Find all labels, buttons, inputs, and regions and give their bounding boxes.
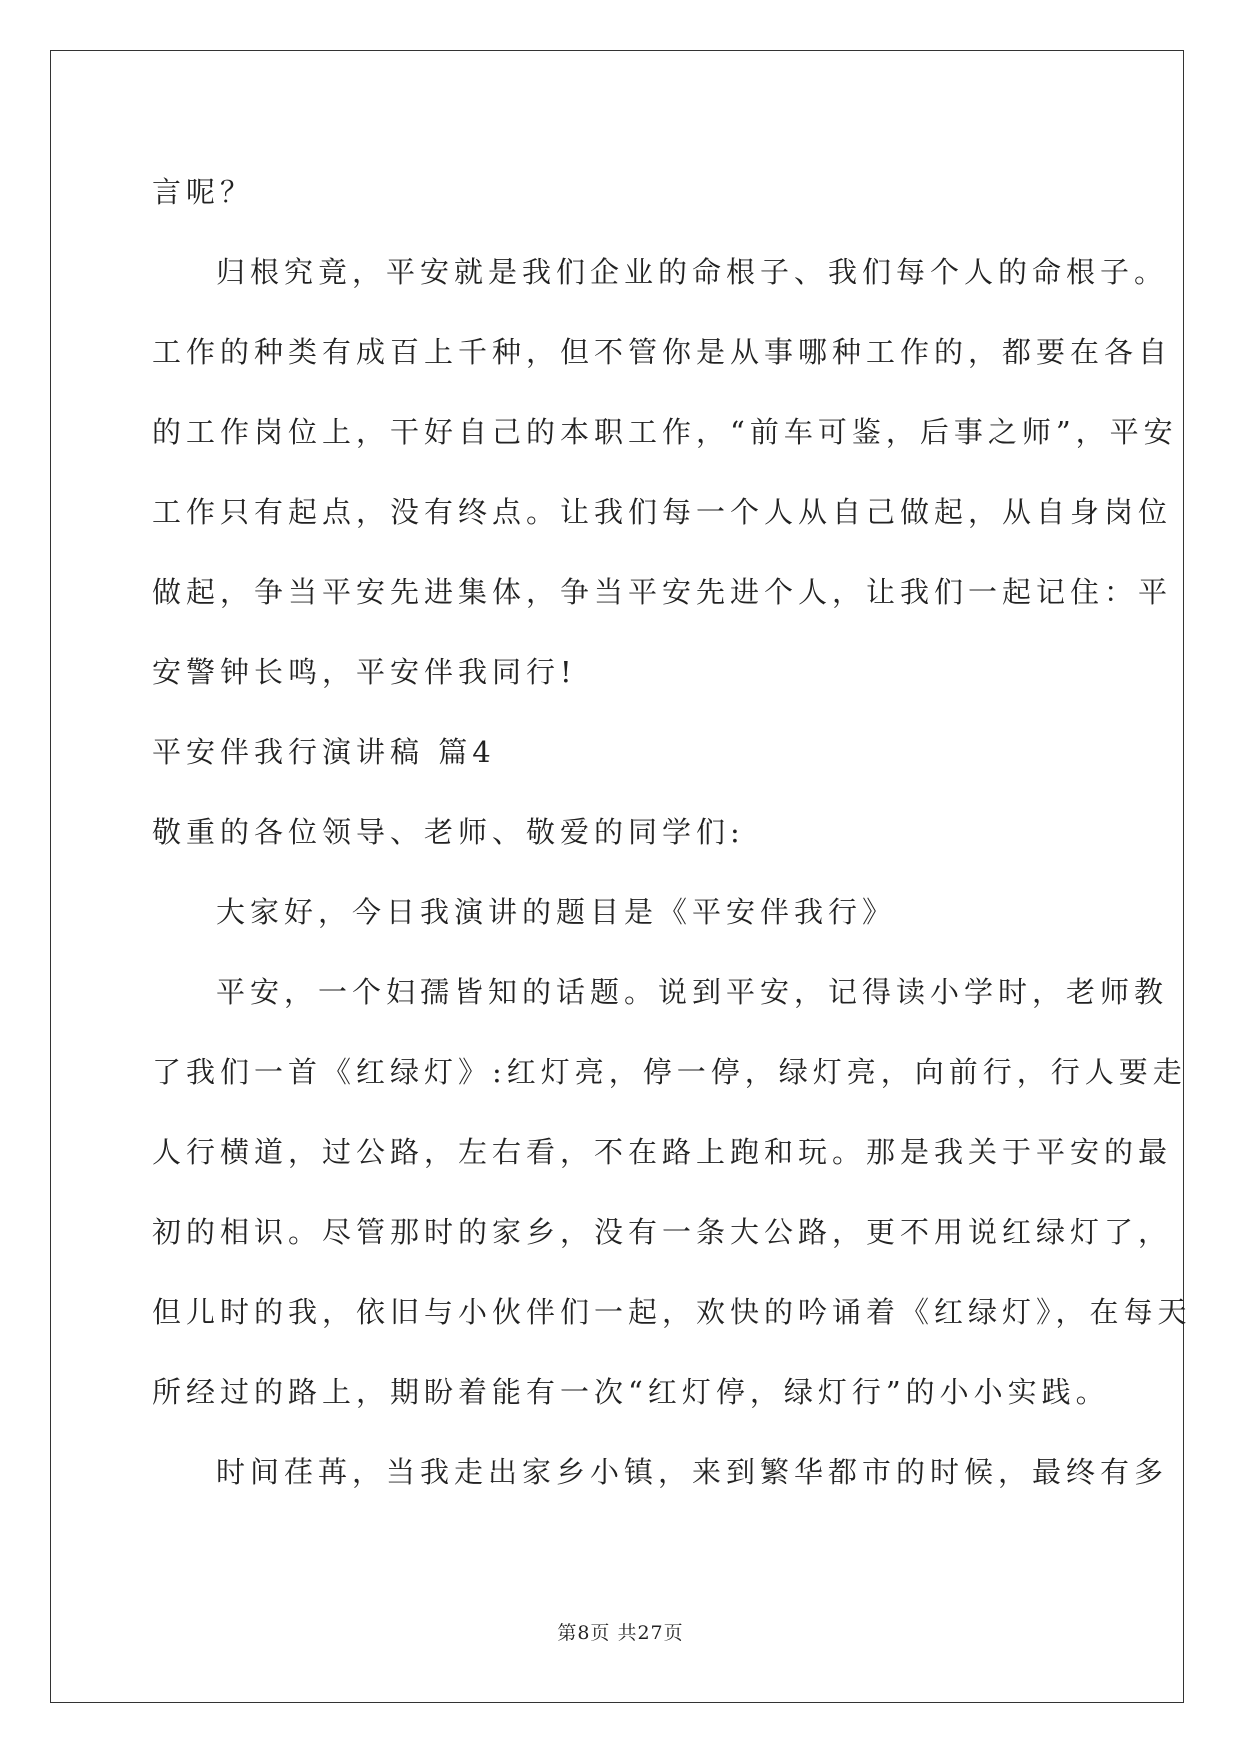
- text-line: 工作只有起点，没有终点。让我们每一个人从自己做起，从自身岗位: [152, 495, 1173, 529]
- salutation: 敬重的各位领导、老师、敬爱的同学们:: [152, 815, 745, 849]
- text-line: 但儿时的我，依旧与小伙伴们一起，欢快的吟诵着《红绿灯》，在每天: [152, 1295, 1192, 1329]
- text-line: 工作的种类有成百上千种，但不管你是从事哪种工作的，都要在各自: [152, 335, 1173, 369]
- text-line: 归根究竟，平安就是我们企业的命根子、我们每个人的命根子。: [216, 255, 1169, 289]
- text-line: 时间荏苒，当我走出家乡小镇，来到繁华都市的时候，最终有多: [216, 1455, 1169, 1489]
- text-line: 初的相识。尽管那时的家乡，没有一条大公路，更不用说红绿灯了，: [152, 1215, 1173, 1249]
- text-line: 平安，一个妇孺皆知的话题。说到平安，记得读小学时，老师教: [216, 975, 1169, 1009]
- text-line: 的工作岗位上，干好自己的本职工作，“前车可鉴，后事之师”，平安: [152, 415, 1178, 449]
- text-line: 大家好，今日我演讲的题目是《平安伴我行》: [216, 895, 897, 929]
- page-footer: 第8页 共27页: [557, 1622, 684, 1644]
- section-heading: 平安伴我行演讲稿 篇4: [152, 735, 496, 769]
- text-line: 言呢？: [152, 175, 255, 209]
- text-line: 了我们一首《红绿灯》:红灯亮，停一停，绿灯亮，向前行，行人要走: [152, 1055, 1187, 1089]
- text-line: 所经过的路上，期盼着能有一次“红灯停，绿灯行”的小小实践。: [152, 1375, 1110, 1409]
- text-line: 人行横道，过公路，左右看，不在路上跑和玩。那是我关于平安的最: [152, 1135, 1173, 1169]
- text-line: 做起，争当平安先进集体，争当平安先进个人，让我们一起记住：平: [152, 575, 1173, 609]
- text-line: 安警钟长鸣，平安伴我同行!: [152, 655, 577, 689]
